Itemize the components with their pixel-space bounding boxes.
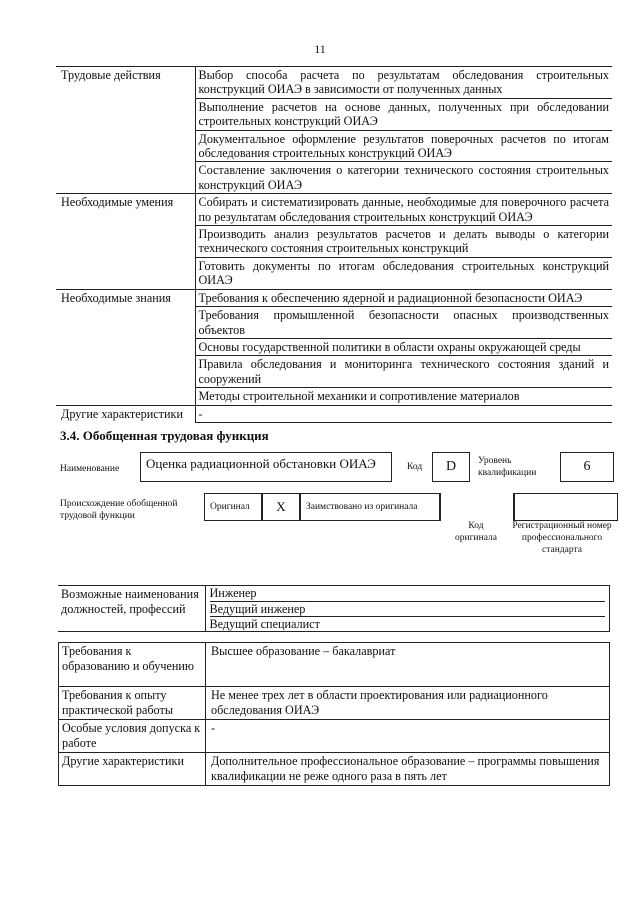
requirements-table: [58, 642, 610, 786]
table-cell: Методы строительной механики и сопротивление материалов: [195, 388, 612, 405]
requirement-value: Высшее образование – бакалавриат: [206, 643, 610, 687]
code-value: D: [432, 452, 470, 482]
position-item: Ведущий специалист: [210, 616, 606, 631]
original-mark: X: [262, 493, 300, 521]
position-item: Инженер: [209, 586, 257, 600]
page-number: 11: [314, 42, 326, 56]
row-label-knowledge: Необходимые знания: [56, 289, 195, 405]
requirement-label: Требования к опыту практической работы: [59, 687, 206, 720]
table-cell: Требования к обеспечению ядерной и радиационной безопасности ОИАЭ: [195, 289, 612, 306]
table-cell: Правила обследования и мониторинга технического состояния зданий и сооружений: [195, 356, 612, 388]
code-label: Код: [407, 462, 423, 472]
requirement-label: Другие характеристики: [59, 753, 206, 786]
positions-table: [58, 585, 610, 632]
name-label: Наименование: [60, 464, 120, 474]
borrowed-label: Заимствовано из оригинала: [300, 493, 440, 521]
original-code-caption: Код оригинала: [455, 521, 497, 543]
table-cell: Составление заключения о категории технического состояния строительных конструкций ОИАЭ: [195, 162, 612, 194]
original-code-cell: [440, 493, 514, 521]
original-label: Оригинал: [204, 493, 262, 521]
row-label-skills: Необходимые умения: [56, 194, 195, 289]
table-cell: Производить анализ результатов расчетов и делать выводы о категории технического состояния строительных конструкций: [195, 226, 612, 258]
positions-values: [205, 586, 610, 632]
row-label-other: Другие характеристики: [56, 405, 195, 422]
requirement-label: Требования к образованию и обучению: [59, 643, 206, 687]
section-title: 3.4. Обобщенная трудовая функция: [60, 428, 269, 443]
position-item: Ведущий инженер: [210, 601, 606, 616]
labor-actions-table: [56, 66, 612, 423]
registration-number-caption: Регистрационный номер профессионального стандарта: [512, 521, 612, 555]
level-value: 6: [560, 452, 614, 482]
name-value: Оценка радиационной обстановки ОИАЭ: [140, 452, 392, 482]
registration-number-cell: [514, 493, 618, 521]
table-cell: Требования промышленной безопасности опасных производственных объектов: [195, 307, 612, 339]
table-cell: Собирать и систематизировать данные, необходимые для поверочного расчета по результатам обследования строительных конструкций ОИАЭ: [195, 194, 612, 226]
table-cell: Выбор способа расчета по результатам обследования строительных конструкций ОИАЭ в зависимости от полученных данных: [195, 67, 612, 99]
requirement-value: Дополнительное профессиональное образование – программы повышения квалификации не реже одного раза в пять лет: [206, 753, 610, 786]
level-label: Уровень квалификации: [478, 456, 537, 478]
table-cell: Готовить документы по итогам обследования строительных конструкций ОИАЭ: [195, 257, 612, 289]
origin-label: Происхождение обобщенной трудовой функции: [60, 499, 178, 521]
row-label-labor-actions: Трудовые действия: [56, 67, 195, 194]
table-cell: Основы государственной политики в области охраны окружающей среды: [195, 338, 612, 355]
table-cell: -: [195, 405, 612, 422]
positions-label: Возможные наименования должностей, профессий: [58, 586, 205, 632]
requirement-value: Не менее трех лет в области проектирования или радиационного обследования ОИАЭ: [206, 687, 610, 720]
table-cell: Документальное оформление результатов поверочных расчетов по итогам обследования строительных конструкций ОИАЭ: [195, 130, 612, 162]
requirement-label: Особые условия допуска к работе: [59, 720, 206, 753]
requirement-value: -: [206, 720, 610, 753]
table-cell: Выполнение расчетов на основе данных, полученных при обследовании строительных конструкций ОИАЭ: [195, 98, 612, 130]
